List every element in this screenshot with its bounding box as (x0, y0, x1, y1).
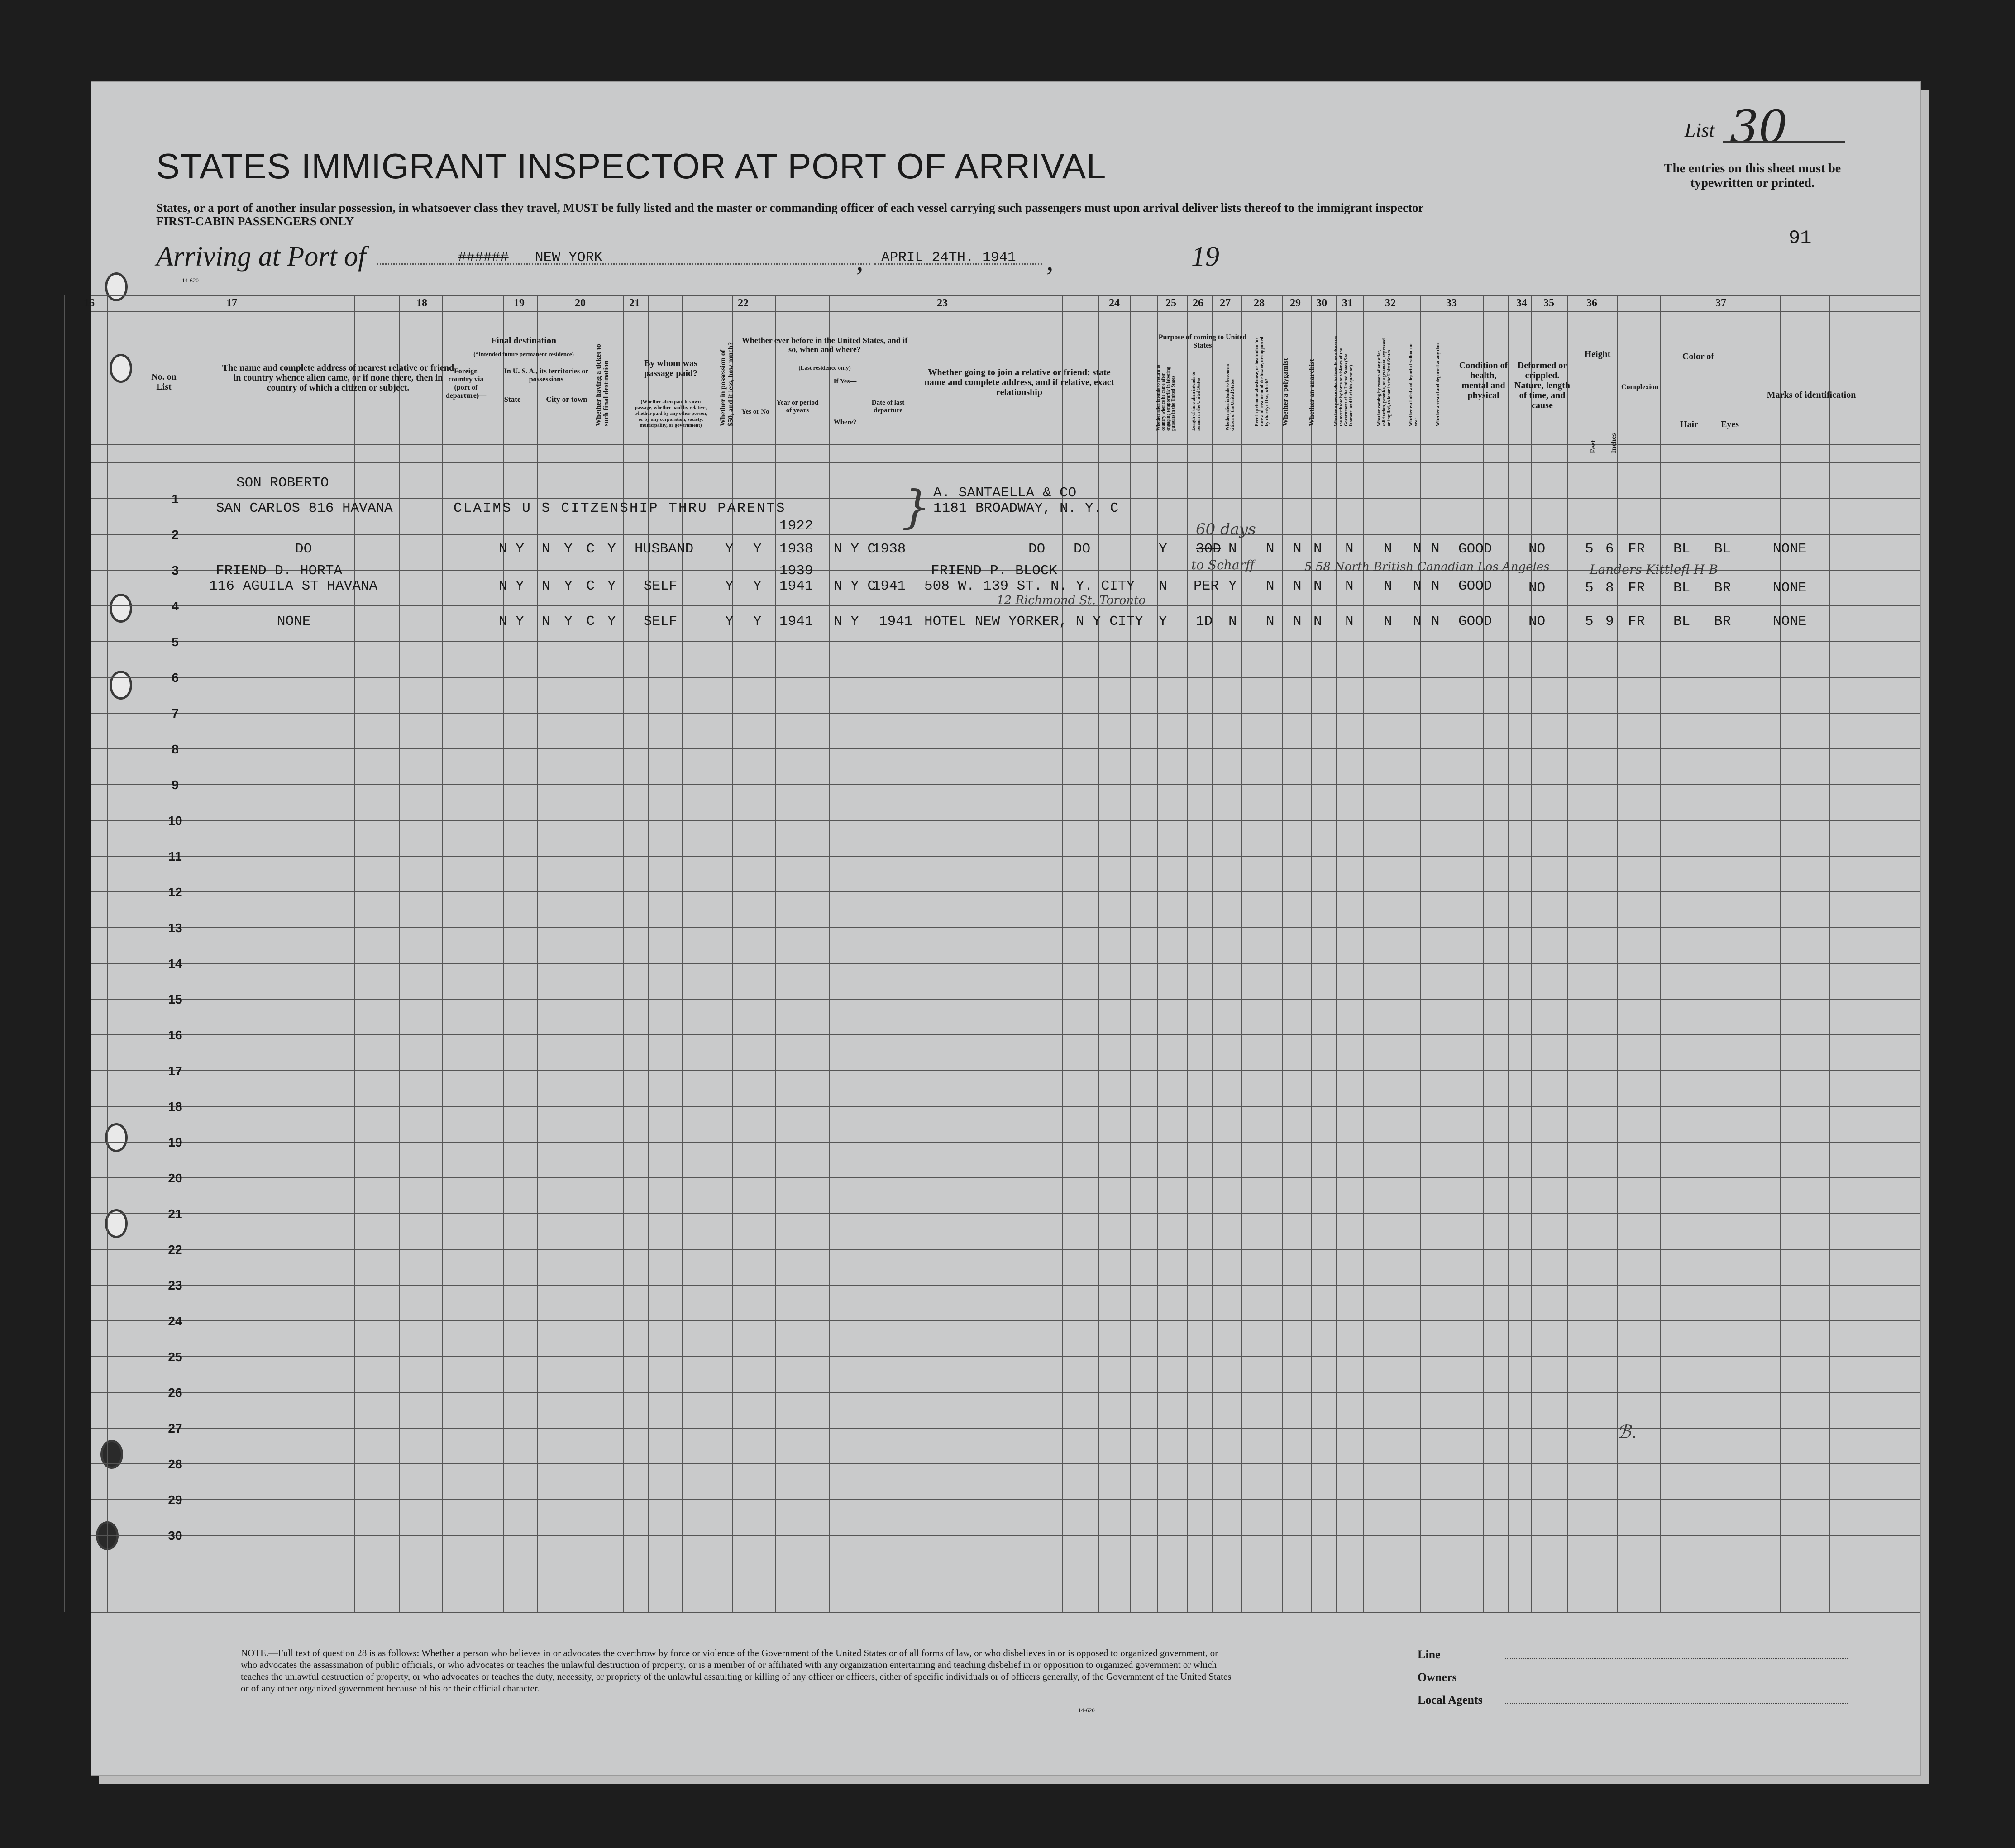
col22-where: Where? (833, 419, 857, 426)
row3-where: N Y C (834, 578, 876, 594)
grid-hline (91, 1070, 1920, 1071)
row3-c25: N (1266, 578, 1275, 594)
grid-hline (91, 856, 1920, 857)
row-number: 8 (172, 742, 179, 756)
binder-hole (100, 1440, 123, 1469)
grid-hline (91, 1535, 1920, 1536)
row4-before: Y (753, 614, 762, 629)
row3-feet: 5 (1585, 580, 1594, 596)
col27-header: Whether an anarchist (1308, 359, 1316, 426)
grid-hline (91, 1285, 1920, 1286)
column-number: 19 (514, 297, 525, 309)
row2-c26: N (1293, 541, 1302, 557)
row3-city: N Y C (542, 578, 598, 594)
column-number: 32 (1385, 297, 1396, 309)
grid-vline (829, 295, 830, 1612)
grid-hline (91, 748, 1920, 749)
grid-vline (623, 295, 624, 1612)
form-subtitle: States, or a port of another insular possession, in whatsoever class they travel, MUST be fully listed and the master or commanding officer of each vessel carrying such passengers must upon arrival deliver lists thereof to the immigrant inspector (156, 201, 1424, 214)
column-number: 17 (226, 297, 237, 309)
footnote: NOTE.—Full text of question 28 is as follows: Whether a person who believes in or advocates the overthrow by force or violence of the Government of the United States or of all forms of law, or who disbelieves in or is opposed to organized government, or who advocates the assassination of public officials, or who advocates or teaches the unlawful destruction of property, or is a member of or affiliated with any organization entertaining and teaching disbelief in or opposition to organized government or which teaches the unlawful destruction of property, or who advocates or teaches the duty, necessity, or propriety of the unlawful assaulting or killing of any officer or officers, either of specific individuals or of officers generally, of the Government of the United States or of any other organized government because of his or their official character. (241, 1648, 1232, 1694)
row3-eyes: BR (1714, 580, 1731, 596)
row1-c23: A. SANTAELLA & CO (933, 485, 1077, 501)
row4-c31: N (1431, 614, 1440, 629)
grid-vline (1660, 295, 1661, 1612)
grid-hline (91, 963, 1920, 964)
grid-hline (91, 444, 1920, 445)
col31-header: Whether arrested and deported at any time (1436, 342, 1441, 426)
row-number: 19 (168, 1135, 182, 1149)
col22-note: (Last residence only) (798, 364, 851, 371)
grid-hline (91, 1249, 1920, 1250)
row2-city: N Y C (542, 541, 598, 557)
col18-state: State (504, 395, 521, 404)
grid-hline (91, 1612, 1920, 1613)
footer-form-number: 14-620 (1078, 1707, 1095, 1714)
grid-hline (91, 1177, 1920, 1178)
grid-hline (91, 1392, 1920, 1393)
row3-c31: N (1431, 578, 1440, 594)
grid-vline (1617, 295, 1618, 1612)
class-line: FIRST-CABIN PASSENGERS ONLY (156, 214, 354, 228)
col21-header: Whether in possession of $50, and if less, how much? (719, 342, 735, 426)
row1-c17-name: SON ROBERTO (236, 475, 329, 491)
grid-hline (91, 927, 1920, 928)
row4-complexion: FR (1628, 614, 1645, 629)
row3-year: 1941 (779, 578, 813, 594)
col19-header: Whether having a ticket to such final destination (595, 344, 610, 426)
col34-feet: Feet (1590, 440, 1597, 453)
row-number: 11 (168, 849, 182, 863)
row3-handwritten-marks: Landers Kittlefl H B (1590, 562, 1718, 577)
row-number: 6 (172, 671, 179, 685)
grid-vline (354, 295, 355, 1612)
row4-inches: 9 (1605, 614, 1614, 629)
row1-c23b: 1181 BROADWAY, N. Y. C (933, 500, 1119, 516)
grid-vline (1531, 295, 1532, 1612)
row3-paid: SELF (644, 578, 678, 594)
row-number: 25 (168, 1350, 182, 1364)
column-number: 26 (1193, 297, 1203, 309)
row4-c24a: Y (1159, 614, 1167, 629)
grid-vline (1187, 295, 1188, 1612)
column-number: 27 (1220, 297, 1231, 309)
row-number: 29 (168, 1493, 182, 1507)
row2-c17: DO (295, 541, 312, 557)
column-number: 29 (1290, 297, 1301, 309)
col18-header: Final destination (491, 336, 556, 346)
column-number: 20 (575, 297, 586, 309)
column-number: 24 (1109, 297, 1120, 309)
row-number: 15 (168, 992, 182, 1006)
row-number: 26 (168, 1386, 182, 1400)
column-number: 18 (416, 297, 427, 309)
grid-vline (1567, 295, 1568, 1612)
row4-paid: SELF (644, 614, 678, 629)
comma: , (1046, 246, 1054, 276)
row4-eyes: BR (1714, 614, 1731, 629)
grid-vline (537, 295, 538, 1612)
agents-label: Local Agents (1418, 1693, 1483, 1706)
row2-c30: N (1413, 541, 1422, 557)
row-number: 27 (168, 1421, 182, 1435)
column-number: 31 (1342, 297, 1353, 309)
grid-vline (1130, 295, 1131, 1612)
grid-hline (91, 1106, 1920, 1107)
binder-hole (110, 594, 132, 623)
row3-c27: N (1313, 578, 1322, 594)
row4-p50: Y (725, 614, 734, 629)
row3-c29: N (1384, 578, 1392, 594)
grid-hline (91, 295, 1920, 296)
row2-year: 1938 (779, 541, 813, 557)
grid-vline (1241, 295, 1242, 1612)
row3-deformed: NO (1528, 580, 1546, 596)
row2-c23b: DO (1074, 541, 1091, 557)
grid-hline (91, 1034, 1920, 1035)
grid-hline (91, 1213, 1920, 1214)
grid-hline (91, 1142, 1920, 1143)
row3-state: N Y (499, 578, 524, 594)
sheet-number: 91 (1789, 227, 1812, 249)
row4-c25: N (1266, 614, 1275, 629)
grid-hline (91, 820, 1920, 821)
row3-c23: FRIEND P. BLOCK (931, 563, 1058, 579)
year-prefix: 19 (1191, 241, 1219, 272)
row2-dep: 1938 (872, 541, 906, 557)
grid-vline (442, 295, 443, 1612)
grid-vline (1098, 295, 1099, 1612)
row4-c28: N (1345, 614, 1354, 629)
row2-where: N Y C (834, 541, 876, 557)
col23-header: Whether going to join a relative or friend; state name and complete address, and if relative, exact relationship (924, 367, 1114, 397)
col24-header: Purpose of coming to United States (1158, 333, 1247, 349)
row2-c29: N (1384, 541, 1392, 557)
line-label: Line (1418, 1648, 1441, 1661)
row4-marks: NONE (1773, 614, 1807, 629)
row3-dep: 1941 (872, 578, 906, 594)
row2-c24b: 30D (1196, 541, 1221, 557)
col36-eyes: Eyes (1721, 419, 1739, 429)
row2-c24b-hand: 60 days (1196, 520, 1256, 538)
col18-city: City or town (546, 395, 587, 404)
list-underline (1723, 141, 1845, 143)
row-number: 17 (168, 1064, 182, 1078)
col22-year: Year or period of years (776, 399, 819, 414)
row-number: 3 (172, 563, 179, 577)
row-number: 21 (168, 1207, 182, 1221)
row-number: 2 (172, 528, 179, 542)
col24c-header: Whether alien intends to become a citizen of the United States (1225, 364, 1235, 431)
row3-hair: BL (1673, 580, 1690, 596)
grid-hline (91, 1463, 1920, 1464)
grid-hline (91, 677, 1920, 678)
row1-c18: CLAIMS U S CITZENSHIP THRU PARENTS (454, 500, 786, 516)
row3-handwritten-remarks: 5 58 North British Canadian Los Angeles (1304, 560, 1550, 574)
row-number: 14 (168, 957, 182, 971)
row2-inches: 6 (1605, 541, 1614, 557)
row4-city: N Y C (542, 614, 598, 629)
col24a-header: Whether alien intends to return to country whence he came after engaging temporarily in laboring pursuits in the United States (1156, 364, 1176, 431)
col16-header: No. on List (151, 372, 177, 392)
row3-c26: N (1293, 578, 1302, 594)
grid-vline (1363, 295, 1364, 1612)
row-number: 16 (168, 1028, 182, 1042)
row4-ticket: Y (607, 614, 616, 629)
col18-note: (*Intended future permanent residence) (473, 351, 574, 357)
agents-field (1504, 1703, 1848, 1704)
row2-c28: N (1345, 541, 1354, 557)
row2-ticket: Y (607, 541, 616, 557)
col20-header: By whom was passage paid? (644, 358, 698, 378)
row3-inches: 8 (1605, 580, 1614, 596)
row2-paid: HUSBAND (635, 541, 694, 557)
col26-header: Whether a polygamist (1282, 358, 1289, 426)
row-number: 23 (168, 1278, 182, 1292)
grid-vline (107, 295, 108, 1612)
line-field (1504, 1658, 1848, 1659)
row4-c17: NONE (277, 614, 311, 629)
comma: , (856, 246, 864, 276)
column-number: 34 (1516, 297, 1527, 309)
type-instruction: The entries on this sheet must be typewritten or printed. (1664, 162, 1841, 190)
col36-hair: Hair (1680, 419, 1698, 429)
binder-hole (110, 671, 132, 700)
row-number: 28 (168, 1457, 182, 1471)
grid-vline (1311, 295, 1312, 1612)
grid-hline (91, 999, 1920, 1000)
column-number: 22 (738, 297, 749, 309)
grid-hline (91, 784, 1920, 785)
column-number: 23 (937, 297, 948, 309)
row2-c25: N (1266, 541, 1275, 557)
row4-year: 1941 (779, 614, 813, 629)
row2-deformed: NO (1528, 541, 1546, 557)
handwritten-initials: ℬ. (1617, 1422, 1637, 1443)
col28-header: Whether a person who believes in or advocates the overthrow by force or violence of the Government of the United States (See footnote, and if of this question) (1334, 336, 1354, 426)
grid-vline (1829, 295, 1830, 1612)
grid-vline (399, 295, 400, 1612)
row3-c17b: 116 AGUILA ST HAVANA (209, 578, 378, 594)
grid-vline (775, 295, 776, 1612)
date-value: APRIL 24TH. 1941 (881, 250, 1016, 266)
row3-c23b: 508 W. 139 ST. N. Y. CITY (924, 578, 1135, 594)
row-number: 4 (172, 599, 179, 613)
column-number: 36 (1586, 297, 1597, 309)
row4-dep: 1941 (879, 614, 913, 629)
row-number: 10 (168, 814, 182, 828)
grid-hline (91, 1428, 1920, 1429)
row2-eyes: BL (1714, 541, 1731, 557)
grid-vline (1780, 295, 1781, 1612)
grid-vline (682, 295, 683, 1612)
column-number: 21 (629, 297, 640, 309)
form-title: STATES IMMIGRANT INSPECTOR AT PORT OF ARRIVAL (156, 146, 1107, 186)
grid-vline (1157, 295, 1158, 1612)
col18-usa: In U. S. A., its territories or possessions (504, 367, 589, 383)
row4-deformed: NO (1528, 614, 1546, 629)
col24b-header: Length of time alien intends to remain in the United States (1191, 372, 1201, 431)
row4-c23: HOTEL NEW YORKER, N Y CITY (924, 614, 1143, 629)
grid-hline (91, 713, 1920, 714)
col22-header: Whether ever before in the United States, and if so, when and where? (741, 336, 908, 354)
row3-before: Y (753, 578, 762, 594)
col22-date: Date of last departure (871, 399, 905, 414)
col33-header: Deformed or crippled. Nature, length of time, and cause (1514, 361, 1570, 410)
row2-hair: BL (1673, 541, 1690, 557)
row4-where: N Y (834, 614, 859, 629)
row4-c24b: 1D (1196, 614, 1213, 629)
row2-c24c: N (1228, 541, 1237, 557)
row4-hair: BL (1673, 614, 1690, 629)
grid-hline (91, 641, 1920, 642)
grid-hline (91, 462, 1920, 463)
column-number: 28 (1254, 297, 1265, 309)
col25-header: Ever in prison or almshouse, or institution for care and treatment of the insane, or supported by charity? If so, which? (1255, 337, 1270, 426)
row2-marks: NONE (1773, 541, 1807, 557)
grid-vline (1282, 295, 1283, 1612)
row-number: 7 (172, 706, 179, 720)
row3-ticket: Y (607, 578, 616, 594)
row-number: 20 (168, 1171, 182, 1185)
grid-vline (1212, 295, 1213, 1612)
row-number: 12 (168, 885, 182, 899)
col37-header: Marks of identification (1767, 390, 1856, 400)
column-number: 33 (1446, 297, 1457, 309)
row3-c28: N (1345, 578, 1354, 594)
col30-header: Whether excluded and deported within one year (1409, 343, 1418, 426)
row2-c31: N (1431, 541, 1440, 557)
binder-hole (110, 354, 132, 383)
row3-c24b-hand: to Scharff (1191, 557, 1255, 572)
row-number: 5 (172, 635, 179, 649)
row2-c24a: Y (1159, 541, 1167, 557)
row-number: 24 (168, 1314, 182, 1328)
row4-feet: 5 (1585, 614, 1594, 629)
list-number: 30 (1730, 100, 1788, 153)
arriving-label: Arriving at Port of (156, 241, 366, 272)
column-number: 30 (1316, 297, 1327, 309)
col18-foreign: Foreign country via (port of departure)— (445, 367, 487, 400)
column-number: 35 (1543, 297, 1554, 309)
row3-c17: FRIEND D. HORTA (216, 563, 343, 579)
grid-vline (503, 295, 504, 1612)
col36-header: Color of— (1682, 352, 1724, 362)
row2-complexion: FR (1628, 541, 1645, 557)
row3-p50: Y (725, 578, 734, 594)
grid-vline (1483, 295, 1484, 1612)
row4-c27: N (1313, 614, 1322, 629)
binder-hole (105, 1123, 128, 1152)
grid-hline (91, 1499, 1920, 1500)
column-number: 37 (1715, 297, 1726, 309)
row2-c27: N (1313, 541, 1322, 557)
grid-hline (91, 1320, 1920, 1321)
grid-hline (91, 534, 1920, 535)
row4-c29: N (1384, 614, 1392, 629)
row2-p50: Y (725, 541, 734, 557)
col34-inches: Inches (1610, 433, 1618, 453)
col22-yesno: Yes or No (741, 408, 769, 415)
row4-health: GOOD (1458, 614, 1492, 629)
grid-vline (1508, 295, 1509, 1612)
row2-feet: 5 (1585, 541, 1594, 557)
row-number: 22 (168, 1243, 182, 1257)
list-label: List (1685, 119, 1715, 141)
grid-hline (91, 891, 1920, 892)
row1-c17: SAN CARLOS 816 HAVANA (216, 500, 393, 516)
row2-health: GOOD (1458, 541, 1492, 557)
grid-vline (648, 295, 649, 1612)
row-number: 1 (172, 492, 179, 506)
row2-before: Y (753, 541, 762, 557)
grid-vline (732, 295, 733, 1612)
row-number: 18 (168, 1100, 182, 1114)
row3-marks: NONE (1773, 580, 1807, 596)
col35-header: Complexion (1621, 383, 1659, 391)
col20-note: (Whether alien paid his own passage, whether paid by relative, whether paid by any other person, or by any corporation, society, municipality, or government) (634, 399, 707, 428)
port-struck: ###### (458, 250, 509, 266)
row4-c26: N (1293, 614, 1302, 629)
row4-c24c: N (1228, 614, 1237, 629)
binder-hole (105, 272, 128, 301)
grid-vline (1420, 295, 1421, 1612)
row2-c23: DO (1028, 541, 1046, 557)
row3-health: GOOD (1458, 578, 1492, 594)
row2-year-top: 1922 (779, 518, 813, 534)
grid-hline (91, 311, 1920, 312)
form-number: 14-620 (182, 277, 199, 284)
col22-ifyes: If Yes— (833, 378, 857, 385)
col32-header: Condition of health, mental and physical (1459, 361, 1508, 400)
row-number: 30 (168, 1529, 182, 1543)
row3-c23-hand: 12 Richmond St. Toronto (997, 594, 1146, 607)
row3-year-top: 1939 (779, 563, 813, 579)
port-value: NEW YORK (535, 250, 602, 266)
row3-c24c: Y (1228, 578, 1237, 594)
manifest-sheet (84, 81, 1921, 1776)
port-line (377, 263, 870, 265)
row-number: 13 (168, 921, 182, 935)
grid-vline (64, 295, 65, 1612)
row4-state: N Y (499, 614, 524, 629)
col29-header: Whether coming by reason of any offer, solicitation, promise, or agreement, expressed or implied, to labor in the United States (1377, 338, 1392, 426)
brace-mark: } (902, 481, 931, 533)
row3-c24a: N (1159, 578, 1167, 594)
row-number: 9 (172, 778, 179, 792)
row3-c30: N (1413, 578, 1422, 594)
grid-vline (1336, 295, 1337, 1612)
column-number: 25 (1165, 297, 1176, 309)
column-number: 16 (84, 297, 95, 309)
owners-label: Owners (1418, 1671, 1457, 1684)
row3-c24b: PER (1194, 578, 1219, 594)
grid-hline (91, 1356, 1920, 1357)
row3-complexion: FR (1628, 580, 1645, 596)
col17-header: The name and complete address of nearest relative or friend in country whence alien came, or if none there, then in country of which a citizen or subject. (222, 363, 454, 393)
row4-c30: N (1413, 614, 1422, 629)
col34-header: Height (1584, 349, 1611, 359)
row2-state: N Y (499, 541, 524, 557)
